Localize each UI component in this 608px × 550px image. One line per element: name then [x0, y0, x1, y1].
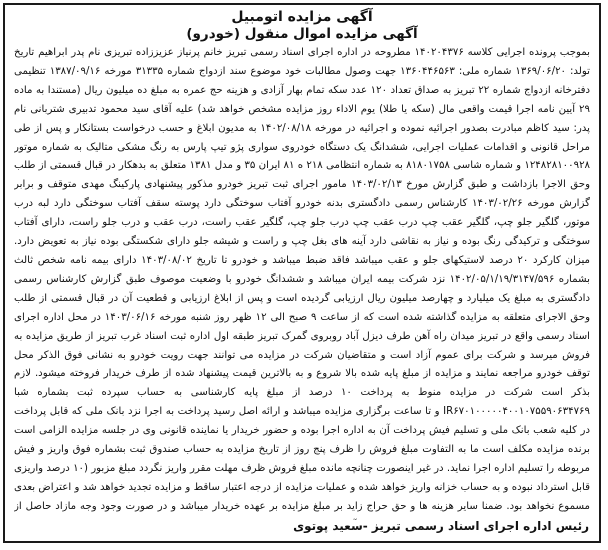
notice-title: آگهی مزایده اتومبیل [231, 9, 373, 25]
notice-body: بموجب پرونده اجرایی کلاسه ۱۴۰۲۰۴۳۷۶ مطروحه در اداره اجرای اسناد رسمی تبریز خانم پرنیاز عزیززاده تبریزی نام پدر ابراهیم تاریخ تولد: ۱۳۶۹/۰۶/۲۰ شماره ملی: ۱۳۶۰۴۴۶۵۶۳ جهت وصول مطالبات خود موضوع سند ازدواج شماره ۳۱۳۳۵ مورخه ۱۳۸۷/۰۹/۱۶ تنظیمی دفترخانه ازدواج شماره ۲۲ تبریز به صداق تعداد ۱۲۰ عدد سکه تمام بهار آزادی و هزینه حج عمره به مبلغ ده میلیون ریال (مستندا به ماده ۲۹ آیین نامه اجرا قیمت واقعی مال (سکه یا طلا) یوم الاداء روز مزایده مشخص خواهد شد) علیه آقای سید محمود تدبیری شتربانی نام پدر: سید کاظم مبادرت بصدور اجرائیه نموده و اجرائیه در مورخه ۱۴۰۲/۰۸/۱۸ به مدیون ابلاغ و حسب درخواست بستانکار و پس از طی مراحل قانونی و اقدامات عملیات اجرایی، ششدانگ یک دستگاه خودروی سواری پژو تیپ پارس به رنگ مشکی متالیک به شماره موتور ۱۲۴۸۲۸۱۰۰۹۲۸ و شماره شاسی ۸۱۸۰۱۷۵۸ به شماره انتظامی ۲۱۸ ه ۸۱ ایران ۳۵ و مدل ۱۳۸۱ متعلق به بدهکار در قبال قسمتی از طلب وحق الاجرا بازداشت و طبق گزارش مورخ ۱۴۰۳/۰۲/۱۳ مامور اجرای ثبت تبریز خودرو مذکور پیشنهادی پارکینگ مهدی متوقف و برابر گزارش مورخه ۱۴۰۳/۰۲/۲۶ کارشناس رسمی دادگستری بدنه خودرو آفتاب سوختگی دارد پوسته سقف آفتاب سوختگی دارد لبه درب موتور، گلگیر جلو چپ، گلگیر عقب چپ درب عقب چپ درب جلو چپ، گلگیر عقب راست، درب عقب و درب جلو راست، دارای آفتاب سوختگی و ترکیدگی رنگ بوده و نیاز به نقاشی دارد آینه های بغل چپ و راست و شیشه جلو دارای شکستگی بوده نیاز به تعویض دارد. میزان کارکرد ۲۰ درصد لاستیکهای جلو و عقب میباشد فاقد ضبط میباشد و خودرو تا تاریخ ۱۴۰۳/۰۸/۰۲ دارای بیمه نامه شخص ثالث بشماره ۱۴۰۲/۰۵/۱/۱۹/۳۱۴۷/۵۹۶ نزد شرکت بیمه ایران میباشد و ششدانگ خودرو با وضعیت موصوف طبق گزارش کارشناس رسمی دادگستری به مبلغ یک میلیارد و چهارصد میلیون ریال ارزیابی گردیده است و پس از ابلاغ ارزیابی و قطعیت آن در قبال قسمتی از طلب وحق الاجرای متعلقه به مزایده گذاشته شده است که از ساعت ۹ صبح الی ۱۲ ظهر روز شنبه مورخه ۱۴۰۳/۰۶/۱۶ در محل اداره اجرای اسناد رسمی واقع در تبریز میدان راه آهن طرف دیزل آباد روبروی گمرک تبریز طبقه اول اداره ثبت اسناد غرب تبریز از طریق مزایده به فروش میرسد و شرکت برای عموم آزاد است و متقاضیان شرکت در مزایده می توانند جهت رویت خودرو به نشانی فوق الذکر محل توقف خودرو مراجعه نمایند و مزایده از مبلغ پایه شده بالا شروع و به بالاترین قیمت پیشنهاد شده از طرف خریدار فروخته میشود. لازم بذکر است شرکت در مزایده منوط به پرداخت ۱۰ درصد از مبلغ پایه کارشناسی به حساب سپرده ثبت بشماره شبا IR۶۷۰۱۰۰۰۰۰۴۰۰۱۰۷۵۵۹۰۶۳۴۷۶۹ و تا ساعت برگزاری مزایده میباشد و ارائه اصل رسید پرداخت به اجرا نزد بانک ملی که قابل پرداخت در کلیه شعب بانک ملی و تسلیم فیش پرداخت آن به اداره اجرا بوده و حضور خریدار یا نماینده قانونی وی در جلسه مزایده الزامی است برنده مزایده مکلف است ما به التفاوت مبلغ فروش را ظرف پنج روز از تاریخ مزایده به حساب صندوق ثبت بشماره فوق واریز و فیش مربوطه را تسلیم اداره اجرا نماید. در غیر اینصورت چنانچه مانده مبلغ فروش ظرف مهلت مقرر واریز نگردد مبلغ مزبور (۱۰ درصد واریزی قابل استرداد نبوده و به حساب خزانه واریز خواهد شده و عملیات مزایده از درجه اعتبار ساقط و مزایده تجدید خواهد شد و اعتراض بعدی مسموع نخواهد بود. ضمنا سایر هزینه ها و حق حراج زاید بر مبلغ مزایده بر عهده خریدار میباشد و در صورت وجود وجه مازاد حاصل از [14, 47, 590, 512]
notice-subtitle: آگهی مزایده اموال منقول (خودرو) [186, 26, 418, 42]
auction-notice [3, 3, 601, 543]
notice-signature: رئیس اداره اجرای اسناد رسمی تبریز -سعید پوتوی [293, 519, 589, 533]
